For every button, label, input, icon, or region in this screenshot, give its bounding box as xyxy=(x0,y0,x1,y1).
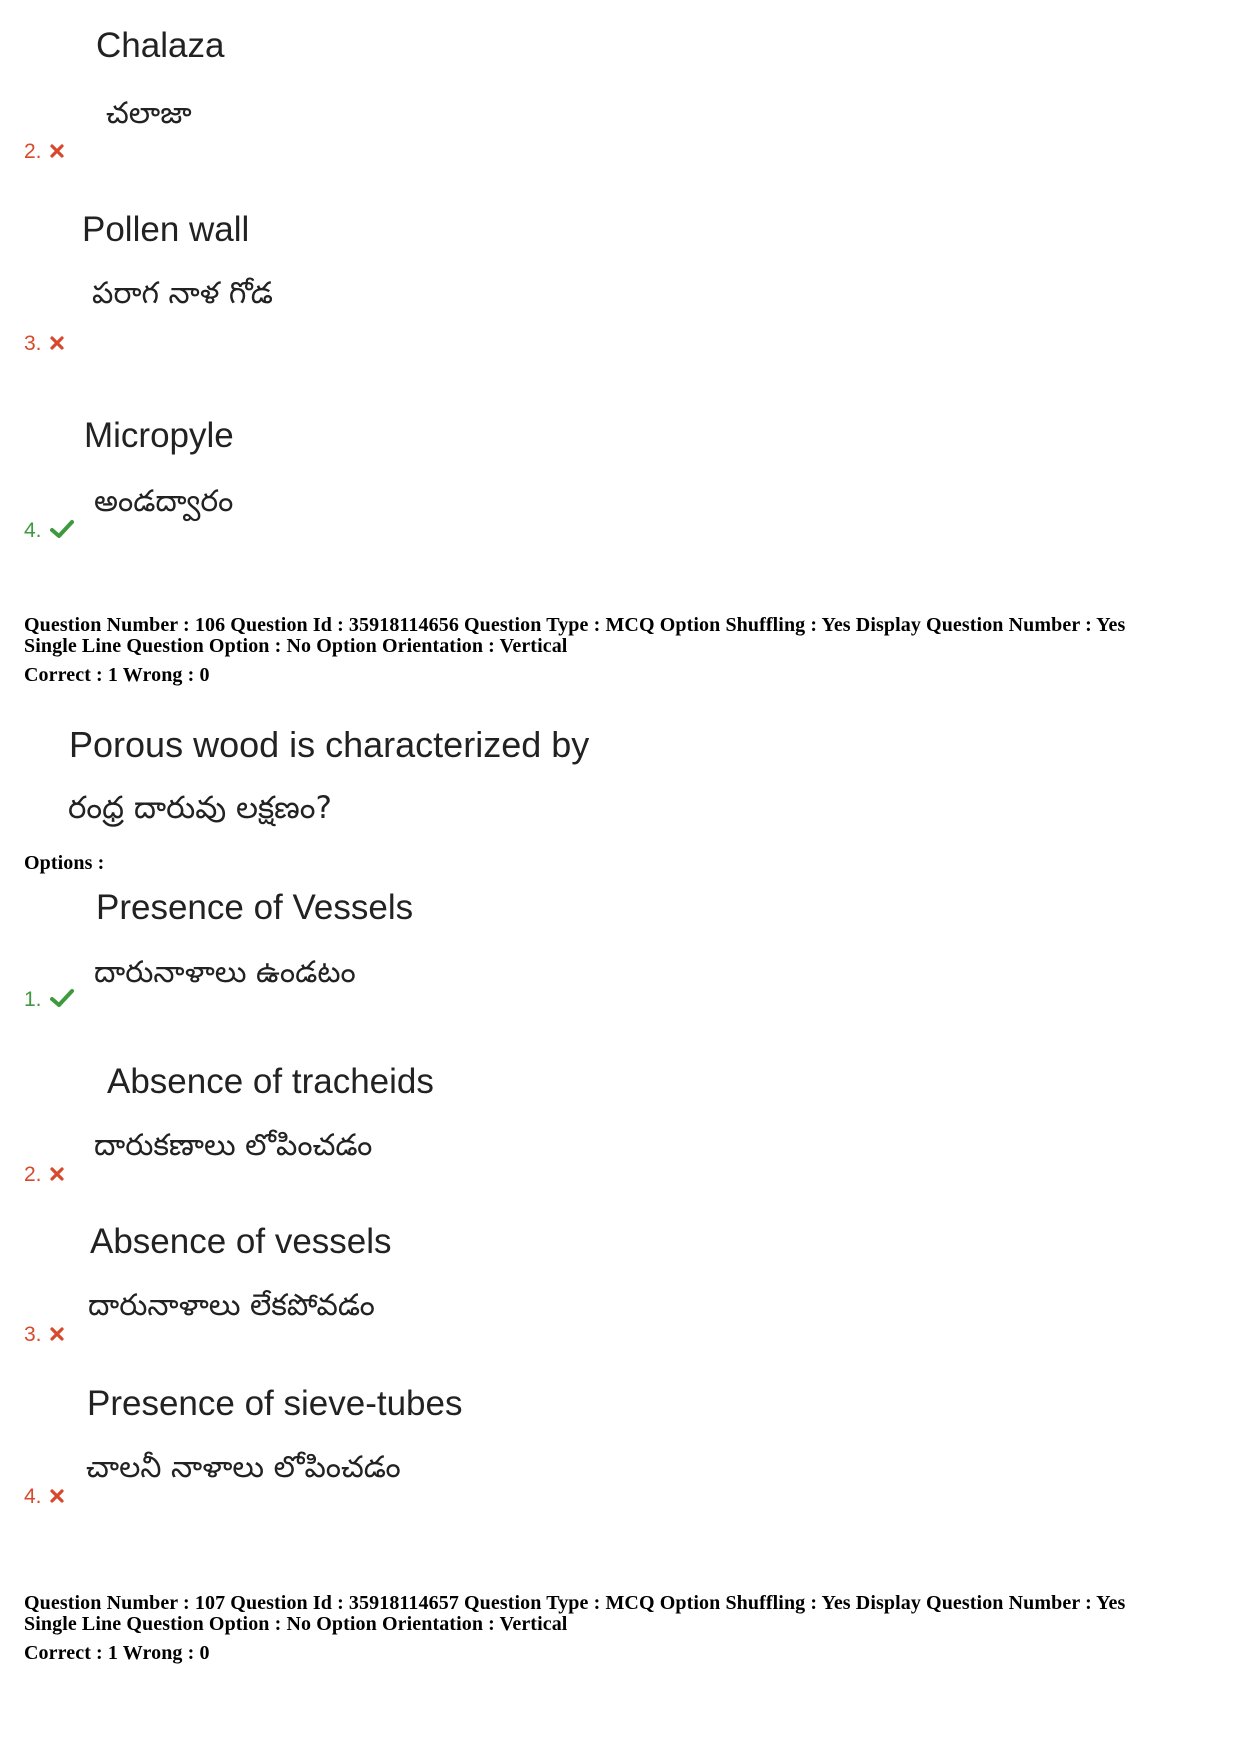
option-telugu: పరాగ నాళ గోడ xyxy=(92,276,273,311)
options-label: Options : xyxy=(24,852,105,874)
option-number: 3. xyxy=(24,332,64,356)
question-meta: Single Line Question Option : No Option Orientation : Vertical xyxy=(24,635,568,657)
option-english: Micropyle xyxy=(84,416,234,455)
option-number: 3. xyxy=(24,1323,64,1347)
option-telugu: దారుకణాలు లోపించడం xyxy=(94,1128,373,1163)
option-number: 4. xyxy=(24,1485,64,1509)
question-meta: Question Number : 107 Question Id : 35918114657 Question Type : MCQ Option Shuffling : Yes Display Question Number : Yes xyxy=(24,1592,1126,1614)
option-number: 2. xyxy=(24,1163,64,1187)
cross-icon xyxy=(50,1485,64,1509)
cross-icon xyxy=(50,140,64,164)
question-score: Correct : 1 Wrong : 0 xyxy=(24,664,210,686)
question-meta: Single Line Question Option : No Option Orientation : Vertical xyxy=(24,1613,568,1635)
option-english: Presence of Vessels xyxy=(96,888,414,927)
question-text-telugu: రంధ్ర దారువు లక్షణం? xyxy=(68,790,332,826)
check-icon xyxy=(50,988,74,1014)
option-telugu: దారునాళాలు లేకపోవడం xyxy=(88,1288,375,1323)
option-number: 4. xyxy=(24,519,74,545)
option-english: Absence of vessels xyxy=(90,1222,392,1261)
cross-icon xyxy=(50,1323,64,1347)
option-english: Chalaza xyxy=(96,26,225,65)
option-telugu: దారునాళాలు ఉండటం xyxy=(94,955,356,990)
option-telugu: చలాజా xyxy=(106,96,192,131)
question-score: Correct : 1 Wrong : 0 xyxy=(24,1642,210,1664)
option-number: 1. xyxy=(24,988,74,1014)
option-telugu: చాలనీ నాళాలు లోపించడం xyxy=(86,1450,401,1485)
question-meta: Question Number : 106 Question Id : 35918114656 Question Type : MCQ Option Shuffling : Yes Display Question Number : Yes xyxy=(24,614,1126,636)
question-text-english: Porous wood is characterized by xyxy=(69,724,590,765)
check-icon xyxy=(50,519,74,545)
option-telugu: అండద్వారం xyxy=(94,484,234,519)
option-english: Absence of tracheids xyxy=(107,1062,434,1101)
option-number: 2. xyxy=(24,140,64,164)
cross-icon xyxy=(50,1163,64,1187)
option-english: Presence of sieve-tubes xyxy=(87,1384,463,1423)
option-english: Pollen wall xyxy=(82,210,250,249)
cross-icon xyxy=(50,332,64,356)
